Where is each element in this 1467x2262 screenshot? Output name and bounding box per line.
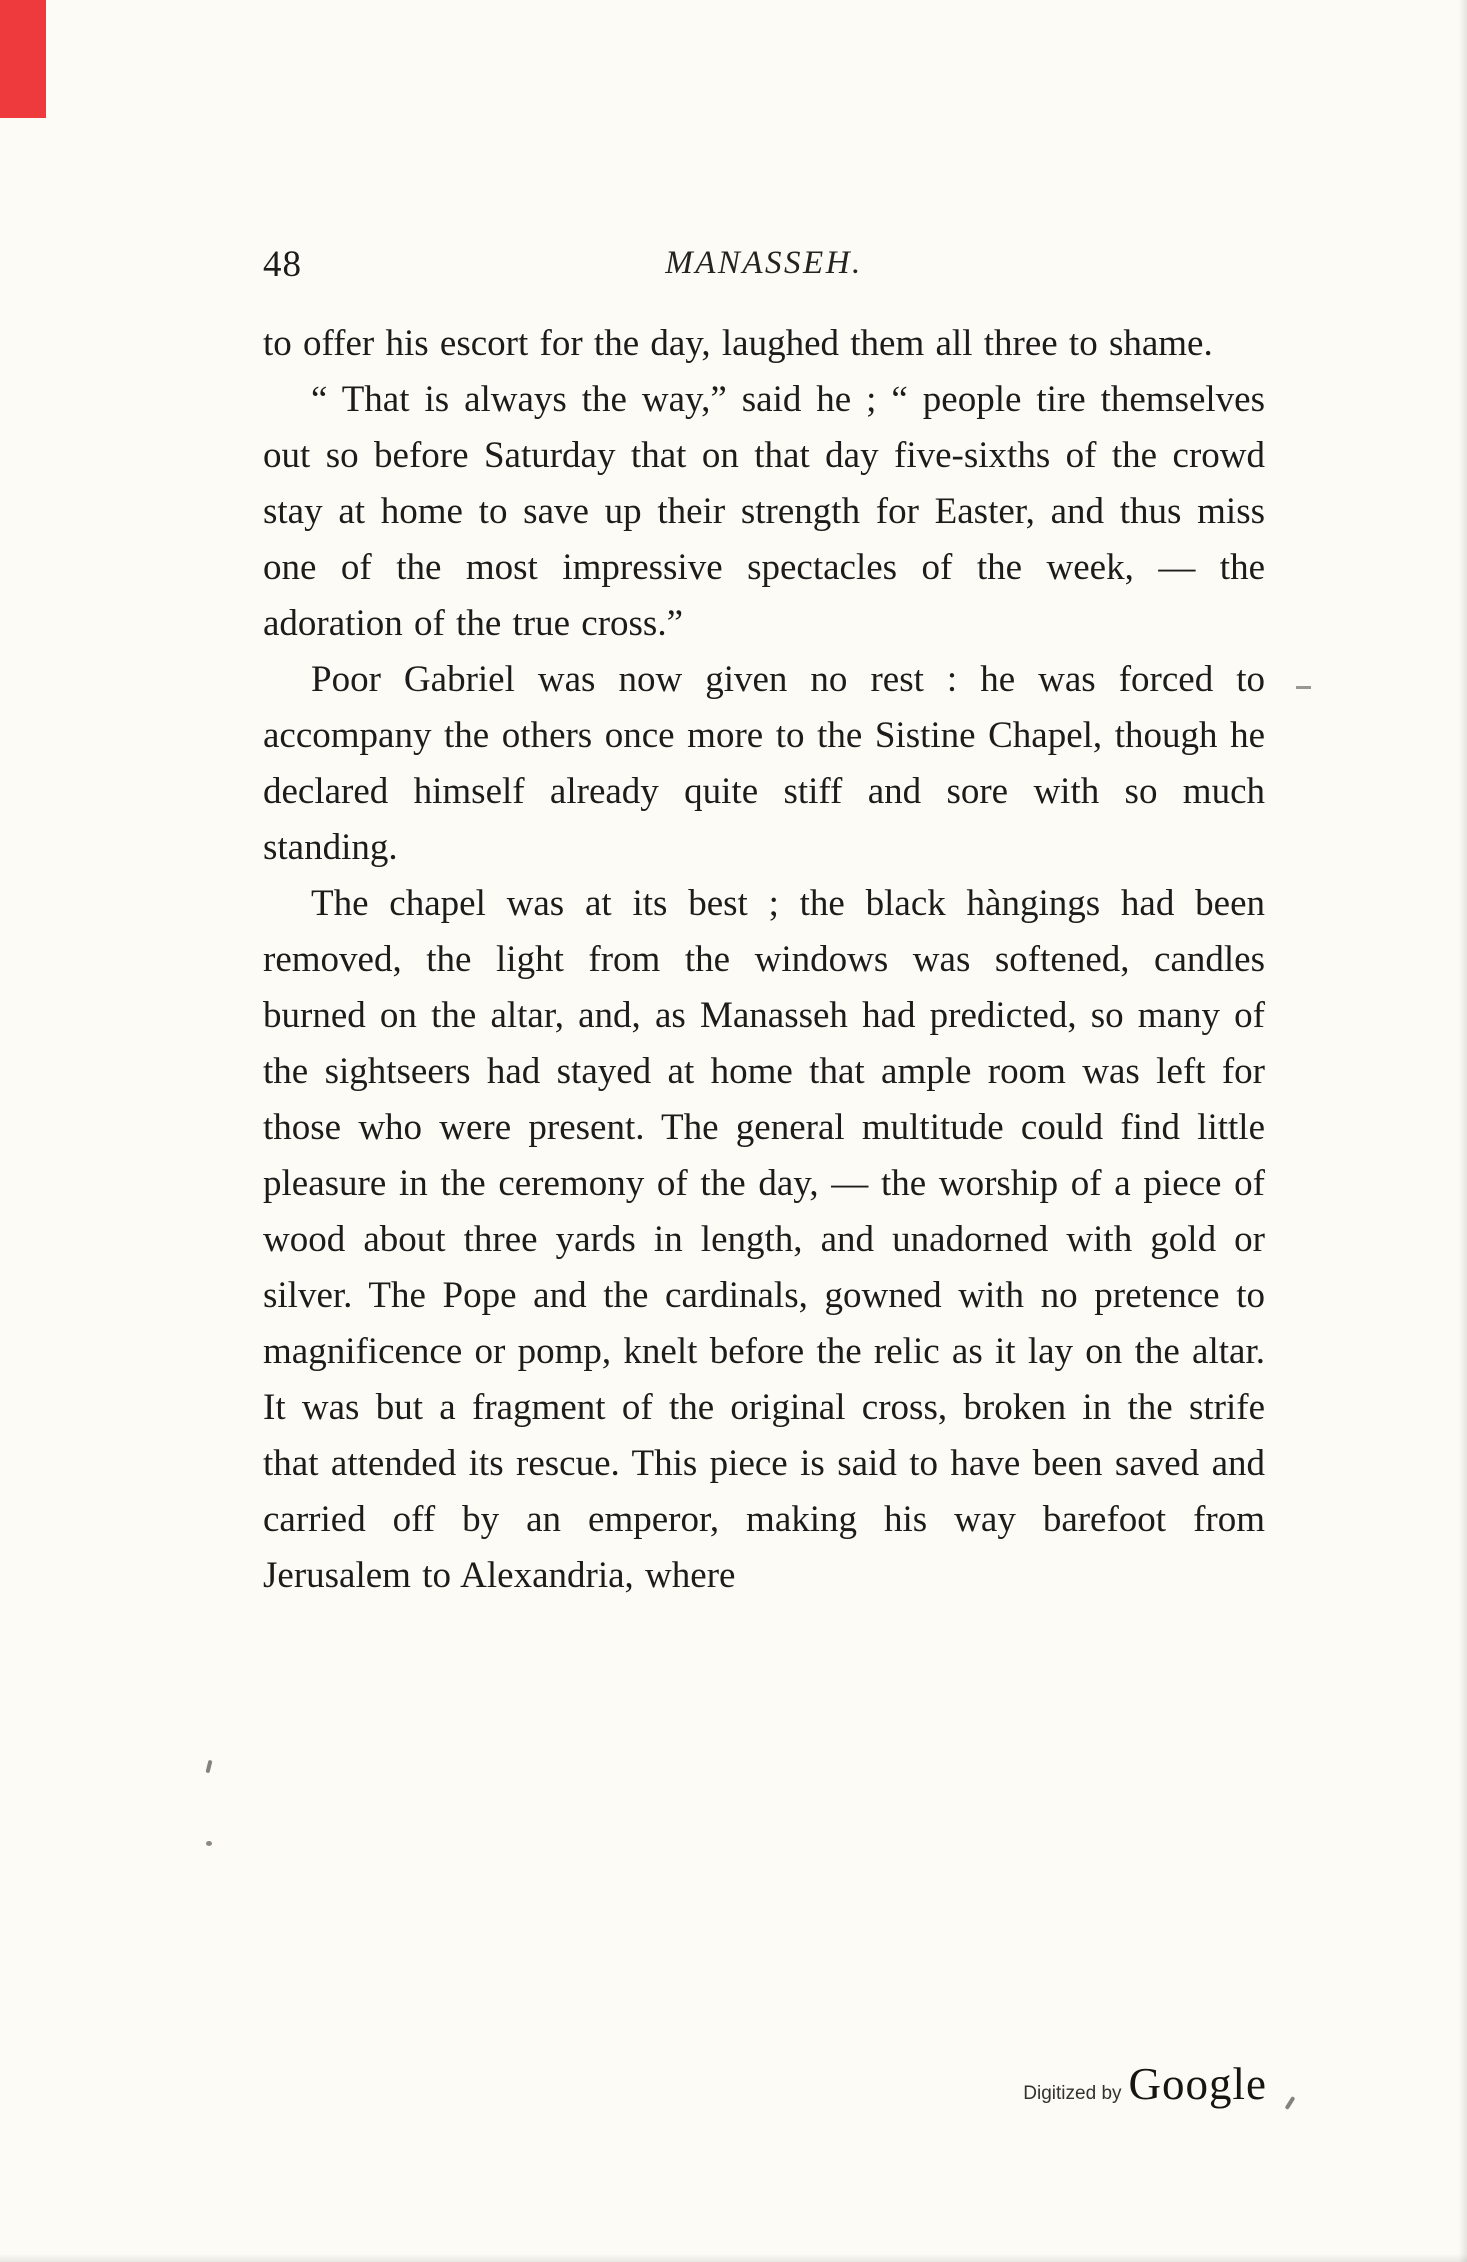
page-number: 48 [263, 244, 302, 285]
scan-artifact-dash [1296, 686, 1311, 689]
scan-artifact-dot [206, 1841, 212, 1846]
paragraph: to offer his escort for the day, laughed them all three to shame. [263, 323, 1213, 364]
paragraph: Poor Gabriel was now given no rest : he was forced to accompany the others once more to the Sistine Chapel, though he declared himself already quite stiff and sore with so much standing. [263, 659, 1265, 868]
page-body [263, 316, 1265, 1604]
scan-artifact-red-bar [0, 0, 46, 118]
scan-edge-shadow-right [1459, 0, 1467, 2262]
running-title: MANASSEH. [665, 245, 863, 281]
paragraph: “ That is always the way,” said he ; “ people tire themselves out so before Saturday that on that day five-sixths of the crowd stay at home to save up their strength for Easter, and thus miss one of the most impressive spectacles of the week, — the adoration of the true cross.” [263, 379, 1265, 644]
scan-artifact-tick [205, 1760, 212, 1774]
paragraph: The chapel was at its best ; the black hàngings had been removed, the light from the windows was softened, candles burned on the altar, and, as Manasseh had predicted, so many of the sightseers had stayed at home that ample room was left for those who were present. The general multitude could find little pleasure in the ceremony of the day, — the worship of a piece of wood about three yards in length, and unadorned with gold or silver. The Pope and the cardinals, gowned with no pretence to magnificence or pomp, knelt before the relic as it lay on the altar. It was but a fragment of the original cross, broken in the strife that attended its rescue. This piece is said to have been saved and carried off by an emperor, making his way barefoot from Jerusalem to Alexandria, where [263, 883, 1265, 1596]
digitized-by-label: Digitized by [1023, 2083, 1122, 2104]
google-wordmark: Google [1128, 2059, 1267, 2109]
page-header [263, 243, 1265, 287]
scan-artifact-tick-footer [1285, 2096, 1296, 2110]
footer [1023, 2058, 1267, 2110]
scan-edge-shadow-bottom [0, 2254, 1467, 2262]
